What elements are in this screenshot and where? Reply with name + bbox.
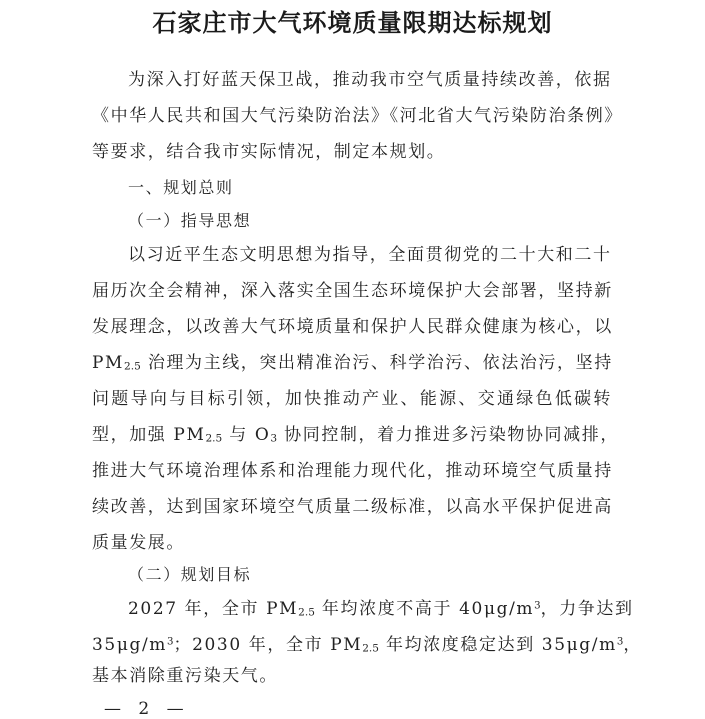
- paragraph-line: 为深入打好蓝天保卫战，推动我市空气质量持续改善，依据: [128, 70, 612, 90]
- subsection-heading: （二）规划目标: [128, 565, 252, 584]
- line-text: 2027 年，全市: [128, 599, 260, 619]
- document-title: 石家庄市大气环境质量限期达标规划: [152, 8, 553, 37]
- paragraph-line: [128, 601, 634, 618]
- line-text: 协同控制，着力推进多污染物协同减排，: [284, 425, 619, 445]
- paragraph-line: 以习近平生态文明思想为指导，全面贯彻党的二十大和二十: [128, 245, 612, 265]
- paragraph-line: [92, 355, 613, 372]
- line-text: ，: [623, 635, 642, 655]
- pm-label: PM: [266, 599, 299, 619]
- unit-superscript: 3: [616, 636, 624, 648]
- subsection-heading: （一）指导思想: [128, 211, 252, 230]
- line-text: 年均浓度稳定达到 35μg/m: [386, 635, 617, 655]
- paragraph-line: 质量发展。: [92, 533, 185, 553]
- page-number: — 2 —: [104, 699, 190, 719]
- ozone-label: O: [254, 425, 271, 445]
- ozone-subscript: 3: [270, 432, 278, 445]
- pm-subscript: 2.5: [362, 642, 379, 655]
- line-text: ，力争达到: [540, 599, 634, 619]
- paragraph-line: 届历次全会精神，深入落实全国生态环境保护大会部署，坚持新: [92, 281, 613, 301]
- line-text: 型，加强: [92, 425, 167, 445]
- pm-label: PM: [92, 353, 125, 373]
- pm-subscript: 2.5: [124, 360, 141, 373]
- line-text: 治理为主线，突出精准治污、科学治污、依法治污，坚持: [147, 353, 613, 373]
- paragraph-line: 续改善，达到国家环境空气质量二级标准，以高水平保护促进高: [92, 497, 613, 517]
- pm-label: PM: [173, 425, 206, 445]
- paragraph-line: [92, 427, 619, 444]
- pm-subscript: 2.5: [205, 432, 223, 445]
- unit-superscript: 3: [534, 600, 541, 612]
- pm-label: PM: [330, 635, 363, 655]
- line-text: 年均浓度不高于 40μg/m: [321, 599, 535, 619]
- pm-subscript: 2.5: [298, 606, 315, 619]
- paragraph-line: 等要求，结合我市实际情况，制定本规划。: [92, 142, 446, 162]
- line-text: 与: [229, 425, 248, 445]
- paragraph-line: [92, 637, 642, 654]
- line-text: ；2030 年，全市: [173, 635, 324, 655]
- paragraph-line: 基本消除重污染天气。: [92, 666, 278, 686]
- paragraph-line: 《中华人民共和国大气污染防治法》《河北省大气污染防治条例》: [92, 106, 623, 126]
- unit-superscript: 3: [167, 636, 174, 648]
- paragraph-line: 发展理念，以改善大气环境质量和保护人民群众健康为核心，以: [92, 317, 613, 337]
- line-text: 35μg/m: [92, 635, 168, 655]
- section-heading: 一、规划总则: [128, 178, 234, 197]
- paragraph-line: 问题导向与目标引领，加快推动产业、能源、交通绿色低碳转: [92, 389, 612, 409]
- paragraph-line: 推进大气环境治理体系和治理能力现代化，推动环境空气质量持: [92, 461, 613, 481]
